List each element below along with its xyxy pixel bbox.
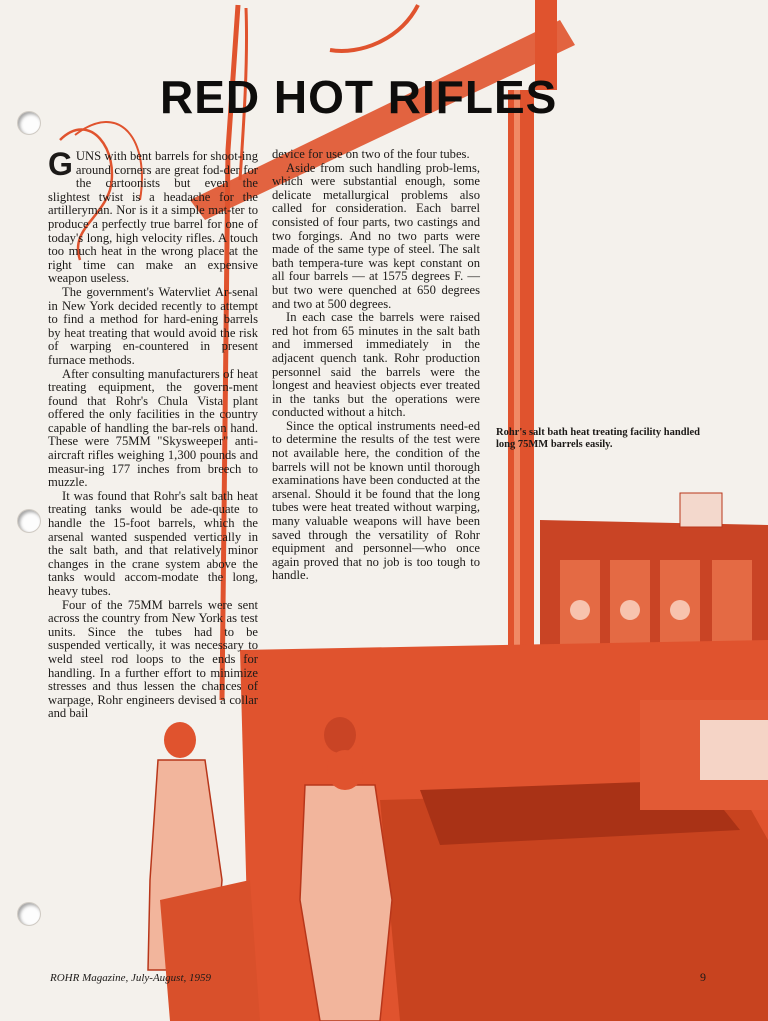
paragraph-4: It was found that Rohr's salt bath heat treating tanks would be ade-quate to handle the 15-foot barrels, which the arsenal wanted suspended vertically in the salt bath, and that relatively minor changes in the crane system above the tanks would accom-modate the long, heavy tubes. <box>48 488 258 598</box>
paragraph-2: The government's Watervliet Ar-senal in New York decided recently to attempt to find a method for hard-ening barrels by heat treating that would avoid the risk of warping en-countered in present furnace methods. <box>48 284 258 367</box>
paragraph-5: Four of the 75MM barrels were sent across the country from New York as test units. Since the tubes had to be suspended vertically, it was necessary to weld steel rod loops to the ends for handling. In a further effort to minimize stresses and thus lessen the chances of warpage, Rohr engineers devised a collar and bail <box>48 597 258 721</box>
paragraph-1: GUNS with bent barrels for shoot-ing around corners are great fod-der for the cartoonists but even the slightest twist is a headache for the artilleryman. Nor is it a simple mat-ter to produce a perfectly true barrel for one of today's long, high velocity rifles. A touch too much heat in the wrong place at the right time can make an expensive weapon useless. <box>48 146 258 286</box>
binder-hole-middle <box>18 510 40 532</box>
paragraph-6: device for use on two of the four tubes. <box>272 147 470 161</box>
paragraph-7: Aside from such handling prob-lems, which were substantial enough, some delicate metallurgical problems also called for consideration. Each barrel consisted of four parts, two castings and two forgings. And no two parts were made of the same type of steel. The salt bath tempera-ture was kept constant on all four barrels — at 1575 degrees F. — but two were quenched at 650 degrees and two at 500 degrees. <box>272 160 480 311</box>
article-column-1 <box>48 146 258 721</box>
paragraph-3: After consulting manufacturers of heat treating equipment, the govern-ment found that Rohr's Chula Vista plant offered the only facilities in the country capable of handling the bar-rels on hand. These were 75MM "Skysweeper" anti-aircraft rifles weighing 1,300 pounds and measur-ing 177 inches from breech to muzzle. <box>48 366 258 490</box>
binder-hole-top <box>18 112 40 134</box>
photo-caption: Rohr's salt bath heat treating facility handled long 75MM barrels easily. <box>496 427 700 450</box>
paragraph-8: In each case the barrels were raised red hot from 65 minutes in the salt bath and immersed immediately in the adjacent quench tank. Rohr production personnel said the barrels were the longest and heaviest objects ever treated in the tanks but the operations were conducted without a hitch. <box>272 310 480 420</box>
article-title: RED HOT RIFLES <box>160 71 558 123</box>
paragraph-9: Since the optical instruments need-ed to determine the results of the test were not available here, the condition of the barrels will not be known until thorough examinations have been conducted at the arsenal. Should it be found that the long tubes were heat treated without warping, many valuable weapons will have been saved through the versatility of Rohr equipment and personnel—who once again proved that no job is too tough to handle. <box>272 418 480 583</box>
article-column-2 <box>272 148 480 583</box>
magazine-footer: ROHR Magazine, July-August, 1959 <box>50 972 211 984</box>
page-number: 9 <box>700 970 706 984</box>
drop-cap: G <box>48 146 73 182</box>
binder-hole-bottom <box>18 903 40 925</box>
